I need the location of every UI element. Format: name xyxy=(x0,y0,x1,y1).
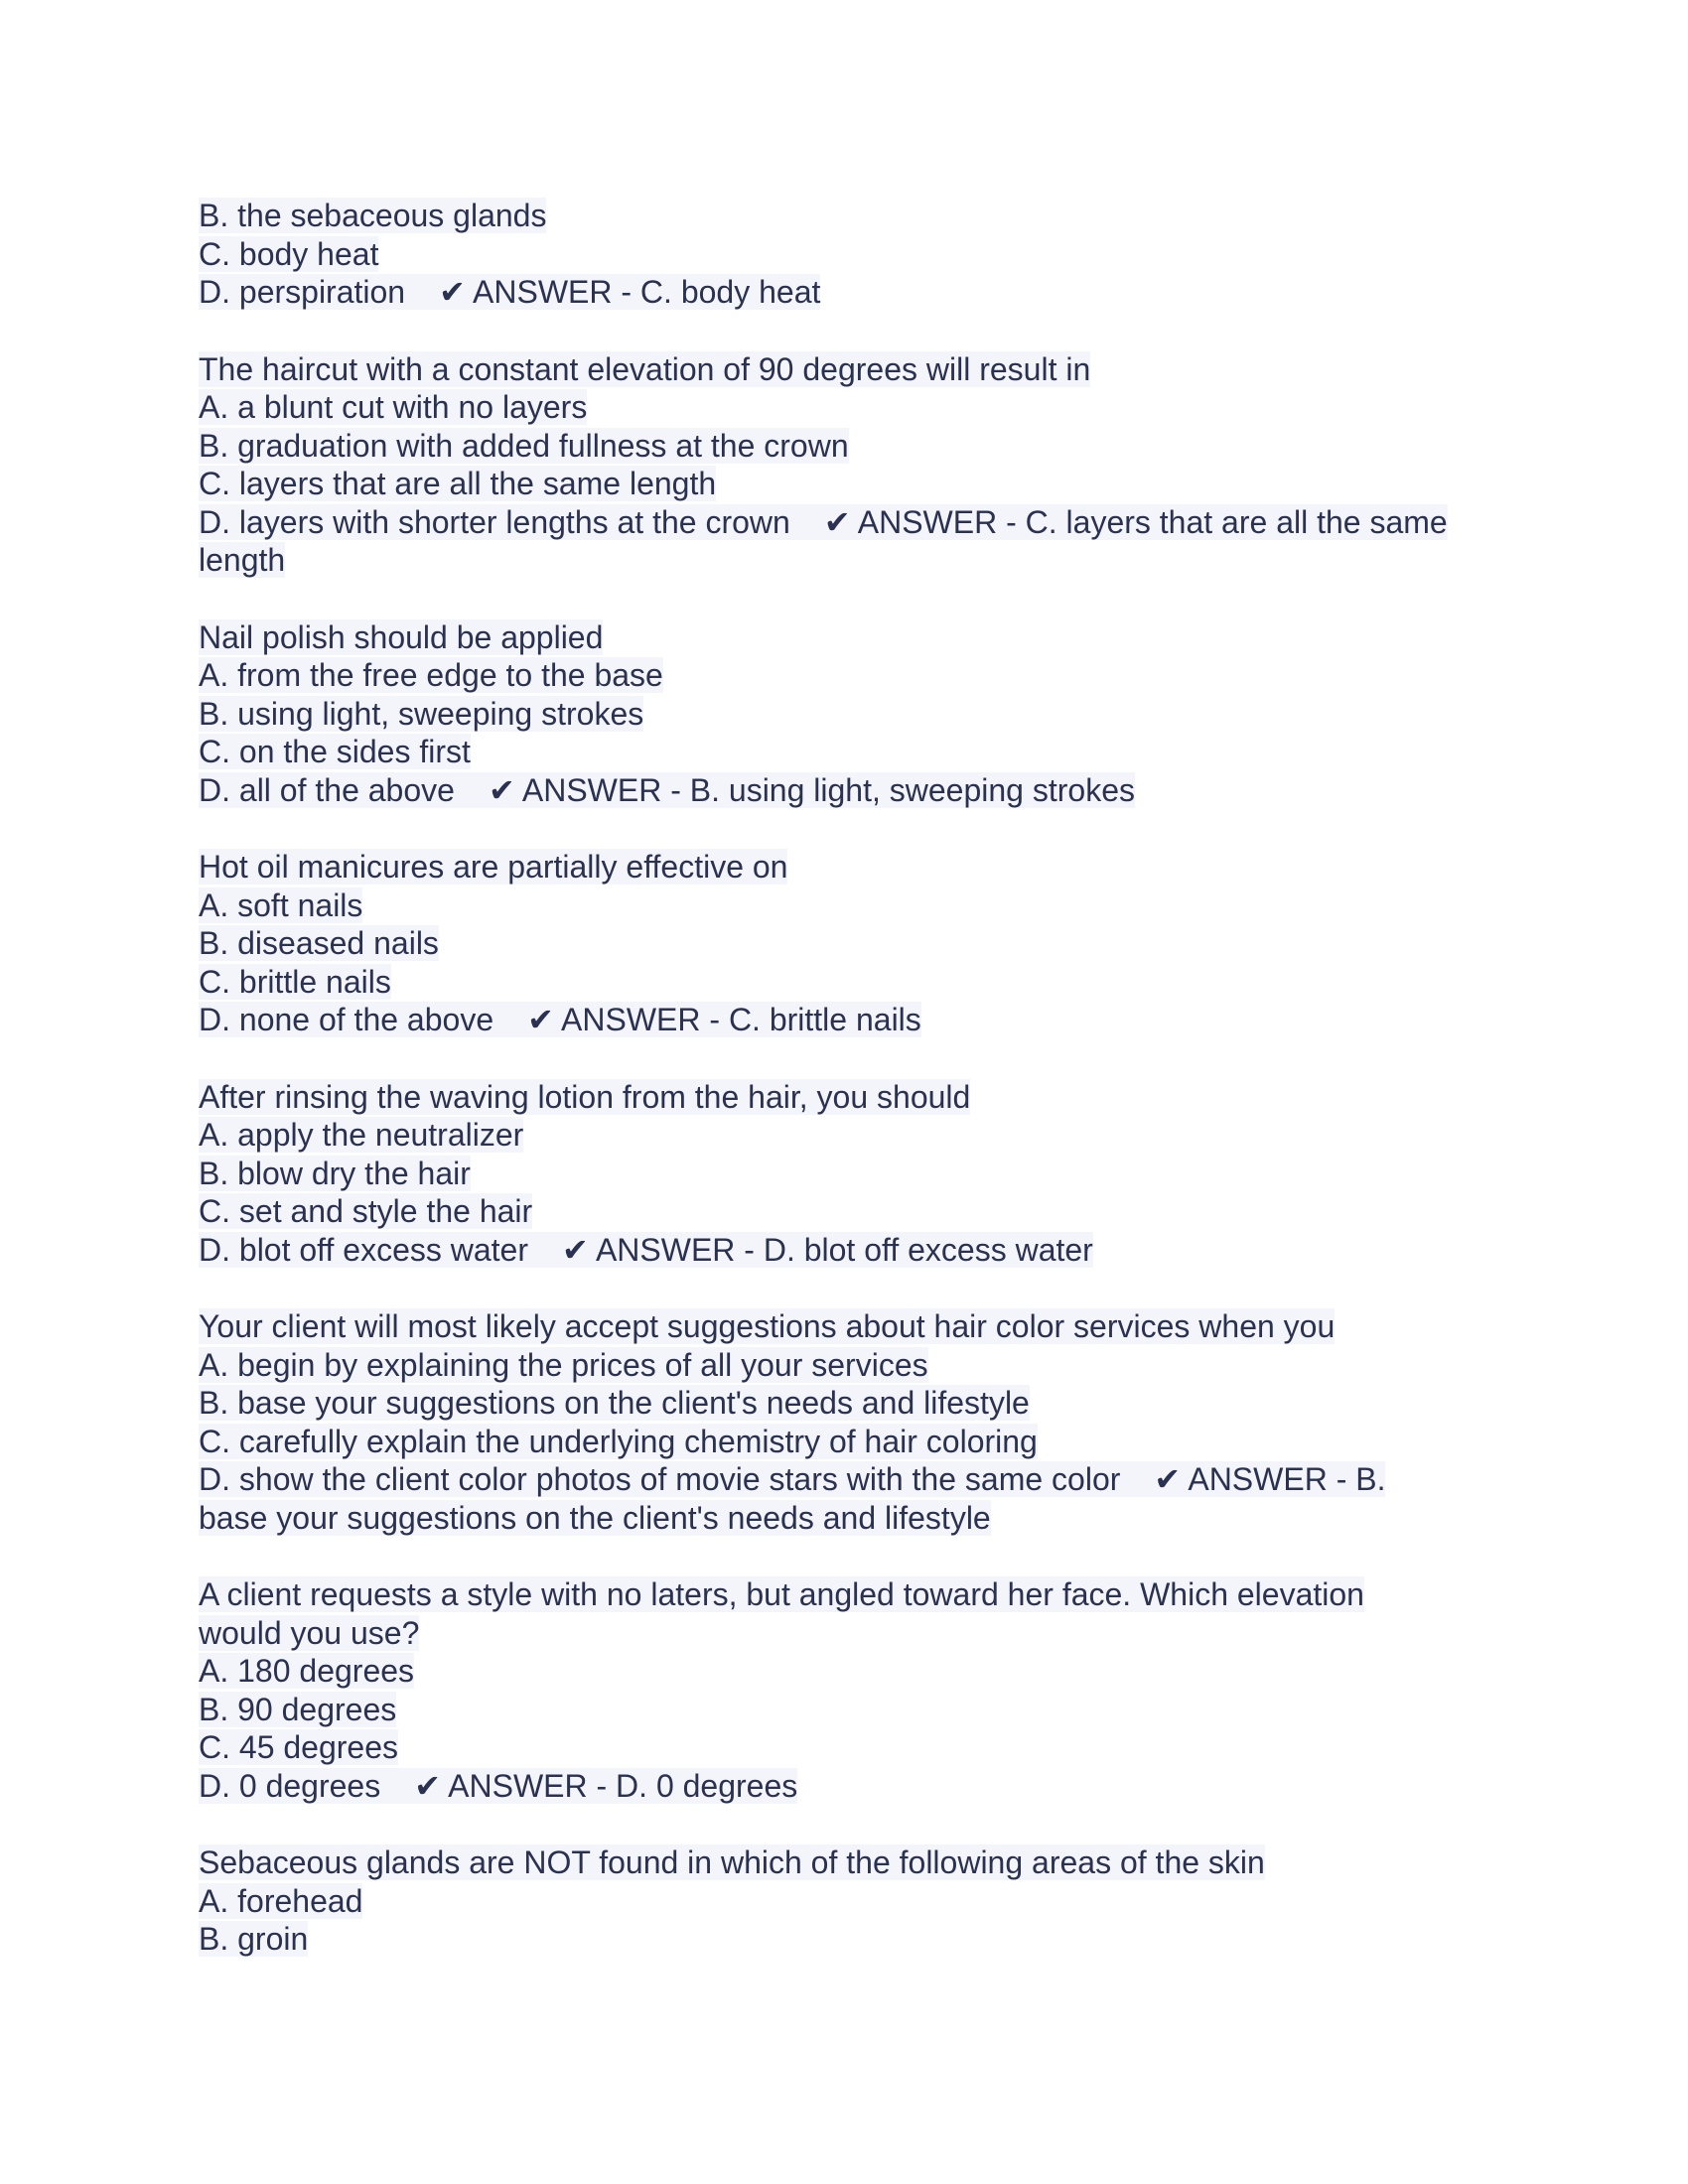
answer-text: ANSWER - D. blot off excess water xyxy=(595,1231,1093,1268)
checkmark-icon: ✔ xyxy=(1154,1461,1182,1497)
option-d: D. all of the above xyxy=(199,771,455,808)
option-b: B. blow dry the hair xyxy=(199,1155,471,1191)
option-d: D. perspiration xyxy=(199,274,406,310)
option-d: D. none of the above xyxy=(199,1002,494,1037)
question-block xyxy=(199,350,1450,580)
option-c: C. body heat xyxy=(199,235,379,272)
answer-text: ANSWER - C. brittle nails xyxy=(561,1002,921,1037)
question-text: Sebaceous glands are NOT found in which of the following areas of the skin xyxy=(199,1844,1265,1880)
option-c: C. carefully explain the underlying chemistry of hair coloring xyxy=(199,1423,1038,1459)
question-text: Hot oil manicures are partially effective on xyxy=(199,849,788,885)
answer-text: ANSWER - C. layers that are all the same length xyxy=(199,503,1448,578)
option-d: D. 0 degrees xyxy=(199,1767,381,1804)
option-b: B. using light, sweeping strokes xyxy=(199,695,644,732)
question-block xyxy=(199,1078,1450,1270)
checkmark-icon: ✔ xyxy=(488,771,515,808)
option-b: B. graduation with added fullness at the crown xyxy=(199,427,849,464)
option-a: A. 180 degrees xyxy=(199,1653,415,1689)
option-c: C. 45 degrees xyxy=(199,1729,399,1765)
question-block xyxy=(199,1307,1450,1537)
checkmark-icon: ✔ xyxy=(823,503,851,540)
option-d: D. layers with shorter lengths at the crown xyxy=(199,503,790,540)
checkmark-icon: ✔ xyxy=(439,274,466,310)
question-text: The haircut with a constant elevation of 90 degrees will result in xyxy=(199,350,1091,387)
checkmark-icon: ✔ xyxy=(562,1231,589,1268)
question-block xyxy=(199,1575,1450,1805)
option-c: C. set and style the hair xyxy=(199,1193,533,1229)
answer-text: ANSWER - B. using light, sweeping strokes xyxy=(521,771,1135,808)
document-page xyxy=(199,197,1450,1997)
option-a: A. from the free edge to the base xyxy=(199,657,663,693)
option-d: D. blot off excess water xyxy=(199,1231,528,1268)
checkmark-icon: ✔ xyxy=(414,1767,442,1804)
option-a: A. soft nails xyxy=(199,887,363,923)
answer-text: ANSWER - C. body heat xyxy=(473,274,821,310)
option-a: A. begin by explaining the prices of all your services xyxy=(199,1346,928,1383)
answer-text: ANSWER - D. 0 degrees xyxy=(448,1767,798,1804)
option-a: A. a blunt cut with no layers xyxy=(199,389,588,425)
option-c: C. brittle nails xyxy=(199,963,391,1000)
option-b: B. 90 degrees xyxy=(199,1691,397,1727)
option-c: C. on the sides first xyxy=(199,734,471,769)
option-b: B. the sebaceous glands xyxy=(199,198,547,233)
answer-text: ANSWER - B. base your suggestions on the client's needs and lifestyle xyxy=(199,1461,1386,1536)
option-b: B. groin xyxy=(199,1921,309,1957)
question-block xyxy=(199,618,1450,810)
option-b: B. diseased nails xyxy=(199,925,439,961)
checkmark-icon: ✔ xyxy=(527,1002,554,1037)
option-a: A. forehead xyxy=(199,1882,363,1919)
question-text: Your client will most likely accept suggestions about hair color services when you xyxy=(199,1308,1336,1344)
question-text: Nail polish should be applied xyxy=(199,618,604,655)
option-b: B. base your suggestions on the client's needs and lifestyle xyxy=(199,1385,1030,1421)
option-d: D. show the client color photos of movie stars with the same color xyxy=(199,1461,1121,1497)
question-block xyxy=(199,848,1450,1039)
question-block xyxy=(199,1843,1450,1959)
option-a: A. apply the neutralizer xyxy=(199,1117,524,1153)
question-block xyxy=(199,197,1450,312)
option-c: C. layers that are all the same length xyxy=(199,466,717,501)
question-text: A client requests a style with no laters, but angled toward her face. Which elevation would you use? xyxy=(199,1576,1364,1651)
question-text: After rinsing the waving lotion from the hair, you should xyxy=(199,1078,971,1115)
